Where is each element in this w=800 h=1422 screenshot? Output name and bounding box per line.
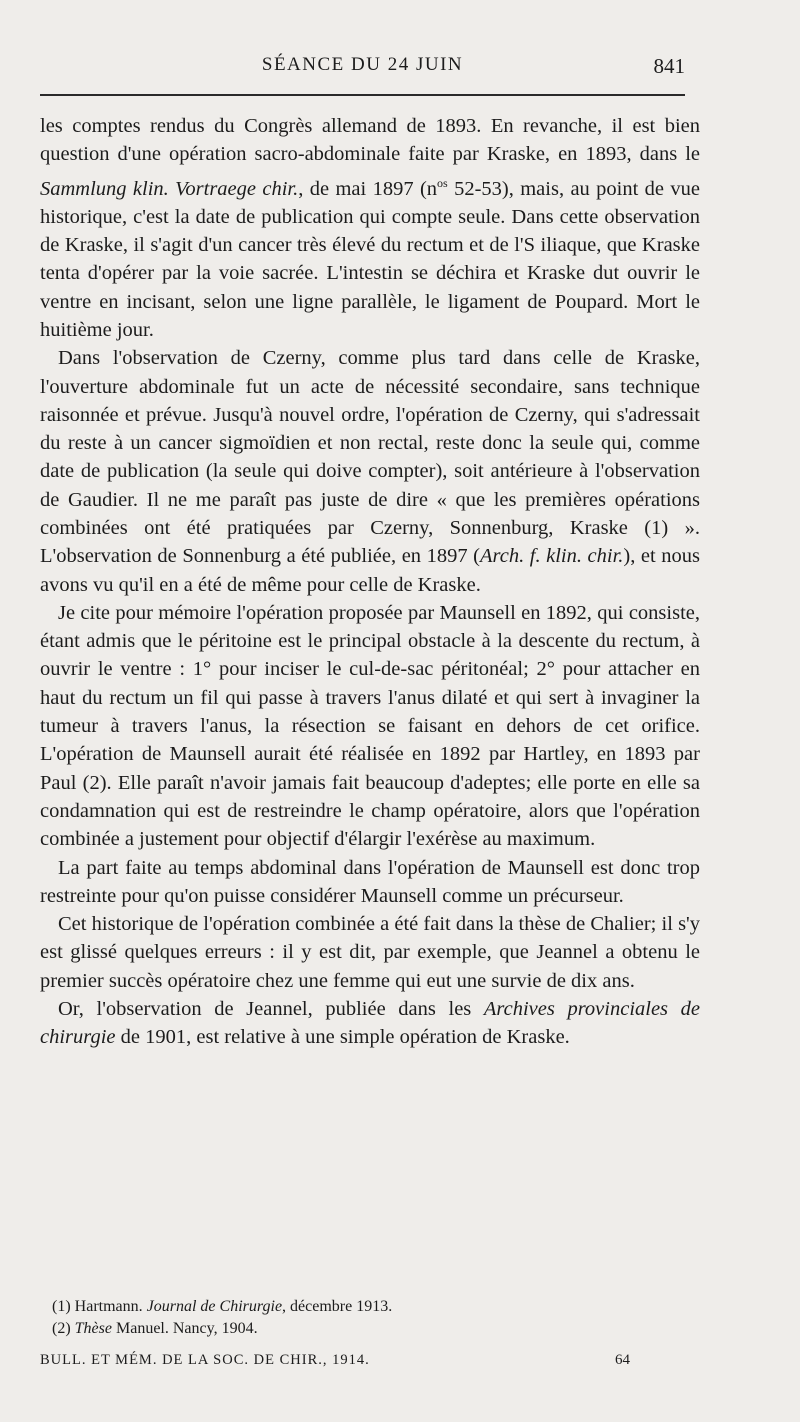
italic-span: Arch. f. klin. chir. — [479, 545, 624, 568]
superscript: os — [437, 175, 448, 190]
paragraph — [40, 599, 700, 854]
text-span: 52-53), mais, au point de vue historique, c'est la date de publication qui compte seule. Dans cette observation de Kraske, il s'agit d'un cancer très élevé du rectum et de l'S iliaque, que Kraske tenta d'opérer par la voie sacrée. L'intestin se déchira et Kraske dut ouvrir le ventre en incisant, selon une ligne parallèle, le ligament de Poupard. Mort le huitième jour. — [40, 177, 700, 341]
text-span: de 1901, est relative à une simple opération de Kraske. — [115, 1026, 570, 1049]
bulletin-reference: BULL. ET MÉM. DE LA SOC. DE CHIR., 1914. — [40, 1352, 370, 1368]
italic-span: Archives provinciales de chirurgie — [40, 998, 700, 1049]
signature-number: 64 — [615, 1352, 630, 1368]
text-span: , de mai 1897 (n — [298, 177, 438, 200]
text-span: Manuel. Nancy, 1904. — [111, 1320, 258, 1337]
text-span: (2) — [52, 1320, 75, 1337]
bulletin-footer — [40, 1352, 660, 1376]
text-span: Je cite pour mémoire l'opération proposée par Maunsell en 1892, qui consiste, étant admis que le péritoine est le principal obstacle à la descente du rectum, à ouvrir le ventre : 1° pour inciser le cul-de-sac péritonéal; 2° pour attacher en haut du rectum un fil qui passe à travers l'anus dilaté et qui sert à invaginer la tumeur à travers l'anus, la résection se faisant en dehors de cet orifice. L'opération de Maunsell aurait été réalisée en 1892 par Hartley, en 1893 par Paul (2). Elle paraît n'avoir jamais fait beaucoup d'adeptes; elle porte en elle sa condamnation qui est de restreindre le champ opératoire, alors que l'opération combinée a justement pour objectif d'élargir l'exérèse au maximum. — [40, 601, 700, 851]
footnotes — [52, 1296, 672, 1340]
paragraph — [40, 995, 700, 1052]
page-number: 841 — [653, 54, 685, 78]
text-span: Or, l'observation de Jeannel, publiée dans les — [58, 998, 484, 1021]
paragraph — [40, 854, 700, 911]
paragraph — [40, 112, 700, 344]
italic-span: Journal de Chirurgie — [146, 1298, 283, 1315]
running-title: SÉANCE DU 24 JUIN — [261, 54, 464, 75]
body-text — [40, 112, 700, 1052]
footnote — [52, 1318, 672, 1340]
text-span: Cet historique de l'opération combinée a été fait dans la thèse de Chalier; il s'y est glissé quelques erreurs : il y est dit, par exemple, que Jeannel a obtenu le premier succès opératoire chez une femme qui eut une survie de dix ans. — [40, 913, 700, 992]
text-span: ), et nous avons vu qu'il en a été de même pour celle de Kraske. — [40, 545, 701, 596]
paragraph — [40, 910, 700, 995]
italic-span: Sammlung klin. Vortraege chir. — [40, 177, 299, 200]
text-span: , décembre 1913. — [282, 1298, 393, 1315]
italic-span: Thèse — [74, 1320, 112, 1337]
paragraph — [40, 344, 700, 599]
text-span: Dans l'observation de Czerny, comme plus tard dans celle de Kraske, l'ouverture abdominale fut un acte de nécessité secondaire, sans technique raisonnée et prévue. Jusqu'à nouvel ordre, l'opération de Czerny, qui s'adressait du reste à un cancer sigmoïdien et non rectal, reste donc la seule qui, comme date de publication (la seule qui doive compter), soit antérieure à l'observation de Gaudier. Il ne me paraît pas juste de dire « que les premières opérations combinées ont été pratiquées par Czerny, Sonnenburg, Kraske (1) ». L'observation de Sonnenburg a été publiée, en 1897 ( — [40, 347, 700, 568]
page-header — [40, 52, 685, 84]
header-rule — [40, 94, 685, 96]
footnote — [52, 1296, 672, 1318]
text-span: La part faite au temps abdominal dans l'opération de Maunsell est donc trop restreinte pour qu'on puisse considérer Maunsell comme un précurseur. — [40, 856, 700, 907]
text-span: (1) Hartmann. — [52, 1298, 147, 1315]
text-span: les comptes rendus du Congrès allemand de 1893. En revanche, il est bien question d'une opération sacro-abdominale faite par Kraske, en 1893, dans le — [40, 115, 700, 166]
